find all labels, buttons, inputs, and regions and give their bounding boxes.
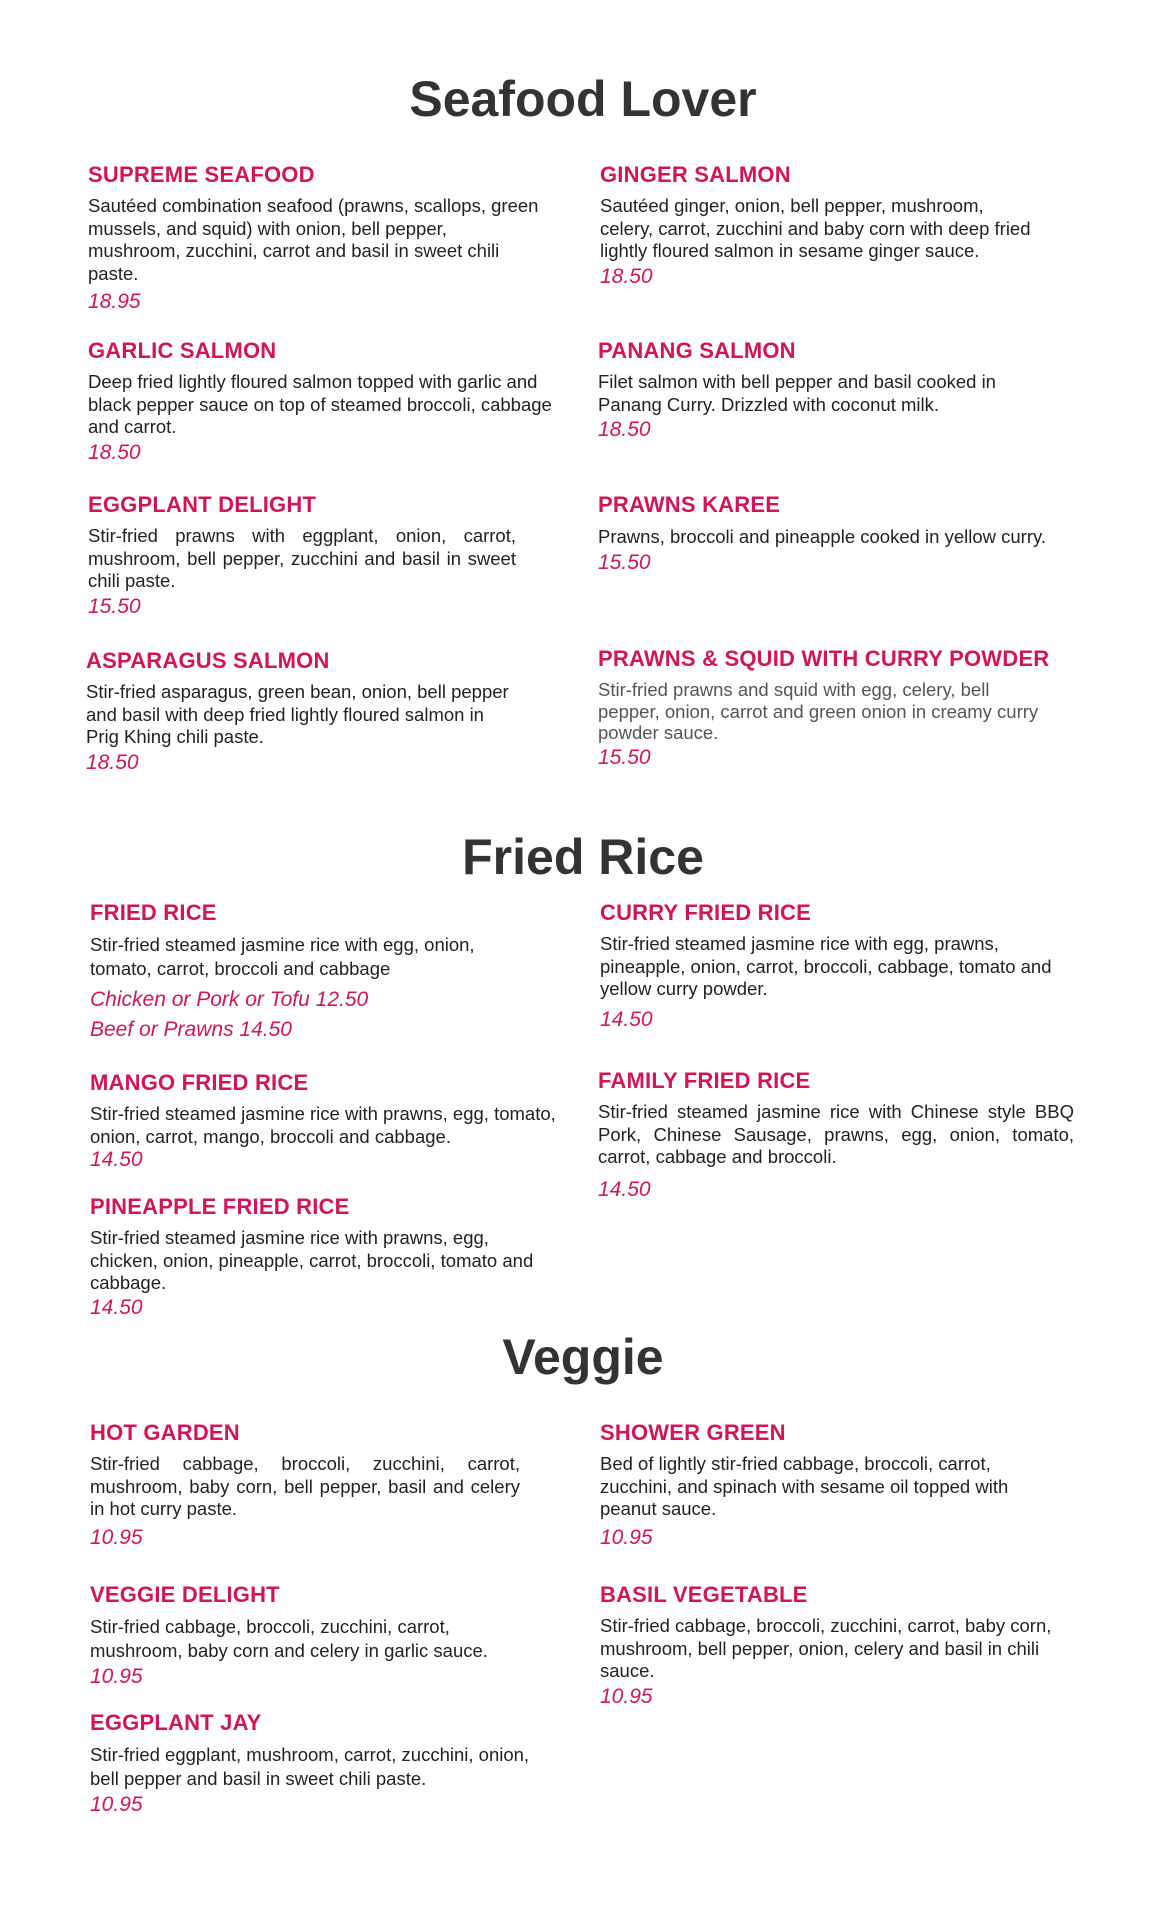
item-name: PRAWNS & SQUID WITH CURRY POWDER xyxy=(598,646,1050,671)
item-description: Deep fried lightly floured salmon topped with garlic and black pepper sauce on top of steamed broccoli, cabbage and carrot. xyxy=(88,371,552,437)
menu-item-eggplant-delight xyxy=(88,492,516,620)
menu-item-family-fried-rice xyxy=(598,1068,1074,1203)
item-description: Bed of lightly stir-fried cabbage, broccoli, carrot, zucchini, and spinach with sesame oil topped with peanut sauce. xyxy=(600,1453,1009,1519)
item-name: FAMILY FRIED RICE xyxy=(598,1068,811,1093)
section-title-seafood: Seafood Lover xyxy=(409,71,757,127)
item-price: 15.50 xyxy=(88,594,141,618)
menu-item-curry-fried-rice xyxy=(600,900,1060,1033)
item-description: Stir-fried prawns with eggplant, onion, carrot, mushroom, bell pepper, zucchini and basil in sweet chili paste. xyxy=(88,525,516,591)
item-description: Stir-fried steamed jasmine rice with prawns, egg, chicken, onion, pineapple, carrot, broccoli, tomato and cabbage. xyxy=(90,1227,534,1293)
item-name: PRAWNS KAREE xyxy=(598,492,781,517)
menu-item-hot-garden xyxy=(90,1420,520,1551)
item-name: CURRY FRIED RICE xyxy=(600,900,811,925)
item-description: Stir-fried cabbage, broccoli, zucchini, carrot, mushroom, baby corn, bell pepper, basil and celery in hot curry paste. xyxy=(90,1453,520,1519)
item-price: 10.95 xyxy=(90,1665,143,1688)
menu-item-pineapple-fried-rice xyxy=(90,1194,550,1321)
menu-item-mango-fried-rice xyxy=(90,1070,570,1173)
item-name: HOT GARDEN xyxy=(90,1420,240,1445)
item-price: 18.50 xyxy=(600,264,653,288)
menu-item-prawns-squid-curry xyxy=(598,646,1078,771)
item-price: 18.50 xyxy=(598,418,651,441)
item-description: Stir-fried steamed jasmine rice with egg, onion, tomato, carrot, broccoli and cabbage xyxy=(90,934,475,979)
item-price: 14.50 xyxy=(600,1007,653,1031)
item-name: EGGPLANT JAY xyxy=(90,1710,262,1735)
menu-item-panang-salmon xyxy=(598,338,1048,443)
menu-item-prawns-karee xyxy=(598,492,1048,576)
item-name: SHOWER GREEN xyxy=(600,1420,786,1445)
item-description: Prawns, broccoli and pineapple cooked in yellow curry. xyxy=(598,526,1047,547)
menu-item-basil-vegetable xyxy=(600,1582,1080,1710)
menu-item-garlic-salmon xyxy=(88,338,558,466)
item-description: Stir-fried eggplant, mushroom, carrot, zucchini, onion, bell pepper and basil in sweet chili paste. xyxy=(90,1744,530,1789)
item-price: 14.50 xyxy=(598,1177,651,1201)
item-price: 18.50 xyxy=(88,440,141,464)
item-name: ASPARAGUS SALMON xyxy=(86,648,330,673)
item-price: 10.95 xyxy=(600,1684,653,1708)
item-name: GARLIC SALMON xyxy=(88,338,277,363)
item-name: MANGO FRIED RICE xyxy=(90,1070,309,1095)
item-price: 10.95 xyxy=(600,1525,653,1549)
item-description: Stir-fried asparagus, green bean, onion, bell pepper and basil with deep fried lightly floured salmon in Prig Khing chili paste. xyxy=(86,681,509,747)
menu-item-shower-green xyxy=(600,1420,1050,1551)
item-description: Stir-fried steamed jasmine rice with egg, prawns, pineapple, onion, carrot, broccoli, cabbage, tomato and yellow curry powder. xyxy=(600,933,1052,999)
menu-item-asparagus-salmon xyxy=(86,648,516,776)
item-price: 14.50 xyxy=(90,1295,143,1319)
item-description: Stir-fried prawns and squid with egg, celery, bell pepper, onion, carrot and green onion in creamy curry powder sauce. xyxy=(598,679,1039,743)
item-price: 18.50 xyxy=(86,750,139,774)
item-name: VEGGIE DELIGHT xyxy=(90,1582,280,1607)
item-name: PINEAPPLE FRIED RICE xyxy=(90,1194,350,1219)
item-description: Stir-fried steamed jasmine rice with Chinese style BBQ Pork, Chinese Sausage, prawns, egg, onion, tomato, carrot, cabbage and broccoli. xyxy=(598,1101,1074,1167)
item-price: 15.50 xyxy=(598,745,651,769)
section-title-veggie: Veggie xyxy=(502,1329,664,1385)
item-name: BASIL VEGETABLE xyxy=(600,1582,808,1607)
item-description: Sautéed ginger, onion, bell pepper, mushroom, celery, carrot, zucchini and baby corn with deep fried lightly floured salmon in sesame ginger sauce. xyxy=(600,195,1031,261)
item-price: 10.95 xyxy=(90,1525,143,1549)
item-description: Filet salmon with bell pepper and basil cooked in Panang Curry. Drizzled with coconut milk. xyxy=(598,371,996,415)
menu-item-supreme-seafood xyxy=(88,162,540,315)
item-description: Stir-fried cabbage, broccoli, zucchini, carrot, baby corn, mushroom, bell pepper, onion, celery and basil in chili sauce. xyxy=(600,1615,1052,1681)
item-price: 14.50 xyxy=(90,1148,143,1171)
menu-item-veggie-delight xyxy=(90,1582,540,1690)
item-name: PANANG SALMON xyxy=(598,338,796,363)
item-name: FRIED RICE xyxy=(90,900,217,925)
item-price: 10.95 xyxy=(90,1793,143,1816)
item-name: EGGPLANT DELIGHT xyxy=(88,492,317,517)
item-price: Chicken or Pork or Tofu 12.50 xyxy=(90,988,369,1011)
menu-item-ginger-salmon xyxy=(600,162,1040,290)
item-description: Stir-fried cabbage, broccoli, zucchini, carrot, mushroom, baby corn and celery in garlic sauce. xyxy=(90,1616,488,1661)
menu-item-fried-rice xyxy=(90,900,540,1043)
menu-item-eggplant-jay xyxy=(90,1710,540,1818)
item-description: Sautéed combination seafood (prawns, scallops, green mussels, and squid) with onion, bell pepper, mushroom, zucchini, carrot and basil in sweet chili paste. xyxy=(88,195,539,284)
item-price: 18.95 xyxy=(88,290,141,313)
section-title-fried-rice: Fried Rice xyxy=(462,829,704,885)
item-name: GINGER SALMON xyxy=(600,162,791,187)
item-name: SUPREME SEAFOOD xyxy=(88,162,315,187)
item-description: Stir-fried steamed jasmine rice with prawns, egg, tomato, onion, carrot, mango, broccoli and cabbage. xyxy=(90,1103,556,1147)
item-price-alt: Beef or Prawns 14.50 xyxy=(90,1018,292,1041)
item-price: 15.50 xyxy=(598,551,651,574)
